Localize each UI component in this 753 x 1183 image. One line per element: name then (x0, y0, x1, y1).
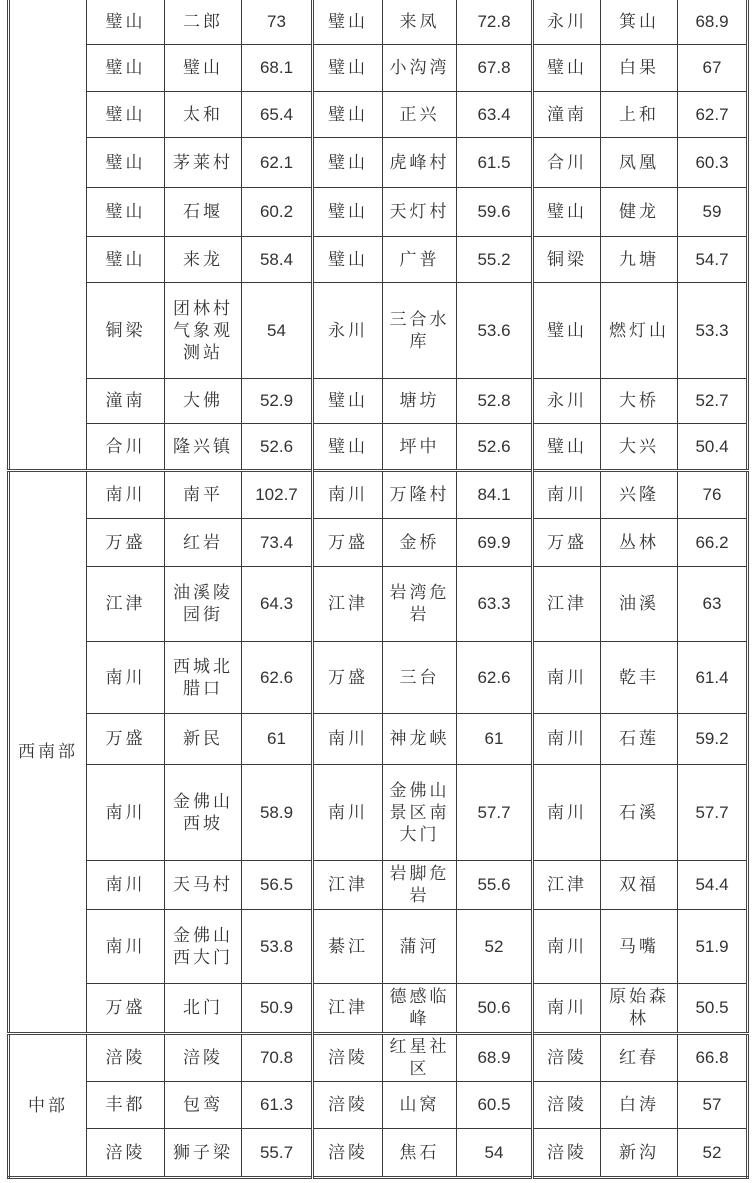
rainfall-value-cell: 54 (242, 283, 313, 379)
county-cell: 璧山 (87, 138, 165, 188)
rainfall-value-cell: 102.7 (242, 471, 313, 519)
table-row (9, 424, 748, 471)
rainfall-value-cell: 52 (457, 910, 533, 984)
county-cell: 涪陵 (533, 1034, 601, 1082)
county-cell: 江津 (533, 567, 601, 642)
station-cell: 茅莱村 (165, 138, 242, 188)
county-cell: 铜梁 (533, 237, 601, 283)
table-row (9, 567, 748, 642)
county-cell: 江津 (87, 567, 165, 642)
station-cell: 箕山 (601, 0, 678, 45)
rainfall-value-cell: 59.6 (457, 188, 533, 237)
county-cell: 南川 (313, 471, 383, 519)
rainfall-value-cell: 54 (457, 1129, 533, 1178)
station-cell: 来龙 (165, 237, 242, 283)
station-cell: 红春 (601, 1034, 678, 1082)
rainfall-value-cell: 59 (678, 188, 748, 237)
county-cell: 璧山 (313, 92, 383, 138)
rainfall-value-cell: 61.4 (678, 642, 748, 714)
station-cell: 金佛山景区南大门 (383, 765, 457, 861)
rainfall-value-cell: 61.3 (242, 1082, 313, 1129)
station-cell: 凤凰 (601, 138, 678, 188)
rainfall-value-cell: 62.7 (678, 92, 748, 138)
rainfall-value-cell: 62.1 (242, 138, 313, 188)
station-cell: 虎峰村 (383, 138, 457, 188)
rainfall-value-cell: 63.3 (457, 567, 533, 642)
county-cell: 璧山 (87, 188, 165, 237)
station-cell: 石堰 (165, 188, 242, 237)
rainfall-value-cell: 73.4 (242, 519, 313, 567)
rainfall-value-cell: 66.2 (678, 519, 748, 567)
station-cell: 燃灯山 (601, 283, 678, 379)
station-cell: 焦石 (383, 1129, 457, 1178)
county-cell: 南川 (87, 910, 165, 984)
rainfall-value-cell: 84.1 (457, 471, 533, 519)
station-cell: 德感临峰 (383, 984, 457, 1034)
county-cell: 涪陵 (313, 1129, 383, 1178)
station-cell: 天马村 (165, 861, 242, 910)
county-cell: 潼南 (87, 379, 165, 424)
station-cell: 油溪 (601, 567, 678, 642)
county-cell: 江津 (313, 984, 383, 1034)
county-cell: 璧山 (313, 379, 383, 424)
rainfall-value-cell: 72.8 (457, 0, 533, 45)
county-cell: 南川 (87, 765, 165, 861)
station-cell: 团林村气象观测站 (165, 283, 242, 379)
station-cell: 岩湾危岩 (383, 567, 457, 642)
table-row (9, 642, 748, 714)
county-cell: 南川 (533, 910, 601, 984)
rainfall-station-table (7, 0, 749, 1179)
county-cell: 合川 (87, 424, 165, 471)
station-cell: 狮子梁 (165, 1129, 242, 1178)
table-row (9, 471, 748, 519)
table-row (9, 1129, 748, 1178)
station-cell: 正兴 (383, 92, 457, 138)
county-cell: 璧山 (313, 424, 383, 471)
county-cell: 璧山 (533, 188, 601, 237)
rainfall-value-cell: 52.6 (242, 424, 313, 471)
station-cell: 大兴 (601, 424, 678, 471)
county-cell: 万盛 (313, 519, 383, 567)
rainfall-value-cell: 53.8 (242, 910, 313, 984)
rainfall-value-cell: 73 (242, 0, 313, 45)
rainfall-value-cell: 53.6 (457, 283, 533, 379)
region-cell (9, 0, 87, 471)
rainfall-value-cell: 69.9 (457, 519, 533, 567)
station-cell: 蒲河 (383, 910, 457, 984)
station-cell: 广普 (383, 237, 457, 283)
station-cell: 金佛山西大门 (165, 910, 242, 984)
station-cell: 璧山 (165, 45, 242, 92)
county-cell: 永川 (533, 379, 601, 424)
county-cell: 南川 (87, 471, 165, 519)
rainfall-value-cell: 62.6 (457, 642, 533, 714)
county-cell: 合川 (533, 138, 601, 188)
rainfall-value-cell: 68.1 (242, 45, 313, 92)
station-cell: 九塘 (601, 237, 678, 283)
county-cell: 南川 (533, 765, 601, 861)
table-row (9, 519, 748, 567)
county-cell: 潼南 (533, 92, 601, 138)
station-cell: 来凤 (383, 0, 457, 45)
station-cell: 北门 (165, 984, 242, 1034)
rainfall-value-cell: 59.2 (678, 714, 748, 765)
rainfall-value-cell: 52.9 (242, 379, 313, 424)
county-cell: 南川 (313, 714, 383, 765)
station-cell: 神龙峡 (383, 714, 457, 765)
county-cell: 江津 (313, 567, 383, 642)
station-cell: 大佛 (165, 379, 242, 424)
rainfall-value-cell: 76 (678, 471, 748, 519)
rainfall-value-cell: 57.7 (457, 765, 533, 861)
county-cell: 南川 (533, 714, 601, 765)
station-cell: 乾丰 (601, 642, 678, 714)
rainfall-value-cell: 50.5 (678, 984, 748, 1034)
table-row (9, 283, 748, 379)
rainfall-value-cell: 63.4 (457, 92, 533, 138)
station-cell: 三台 (383, 642, 457, 714)
station-cell: 红星社区 (383, 1034, 457, 1082)
county-cell: 涪陵 (313, 1082, 383, 1129)
station-cell: 包鸾 (165, 1082, 242, 1129)
station-cell: 涪陵 (165, 1034, 242, 1082)
table-row (9, 765, 748, 861)
rainfall-value-cell: 61 (242, 714, 313, 765)
station-cell: 健龙 (601, 188, 678, 237)
rainfall-value-cell: 60.5 (457, 1082, 533, 1129)
rainfall-value-cell: 54.4 (678, 861, 748, 910)
rainfall-value-cell: 67.8 (457, 45, 533, 92)
county-cell: 万盛 (533, 519, 601, 567)
rainfall-value-cell: 67 (678, 45, 748, 92)
county-cell: 南川 (533, 984, 601, 1034)
county-cell: 璧山 (313, 138, 383, 188)
county-cell: 南川 (533, 642, 601, 714)
county-cell: 万盛 (87, 984, 165, 1034)
rainfall-value-cell: 55.6 (457, 861, 533, 910)
rainfall-value-cell: 62.6 (242, 642, 313, 714)
rainfall-value-cell: 68.9 (457, 1034, 533, 1082)
station-cell: 白果 (601, 45, 678, 92)
county-cell: 璧山 (533, 45, 601, 92)
station-cell: 二郎 (165, 0, 242, 45)
rainfall-value-cell: 55.2 (457, 237, 533, 283)
county-cell: 永川 (533, 0, 601, 45)
rainfall-value-cell: 66.8 (678, 1034, 748, 1082)
table-row (9, 861, 748, 910)
station-cell: 坪中 (383, 424, 457, 471)
rainfall-value-cell: 53.3 (678, 283, 748, 379)
county-cell: 涪陵 (87, 1034, 165, 1082)
region-cell: 中部 (9, 1034, 87, 1178)
table-row (9, 984, 748, 1034)
station-cell: 原始森林 (601, 984, 678, 1034)
station-cell: 西城北腊口 (165, 642, 242, 714)
station-cell: 三合水库 (383, 283, 457, 379)
station-cell: 山窝 (383, 1082, 457, 1129)
table-row (9, 0, 748, 45)
table-row (9, 1082, 748, 1129)
rainfall-value-cell: 52.6 (457, 424, 533, 471)
rainfall-value-cell: 63 (678, 567, 748, 642)
county-cell: 南川 (313, 765, 383, 861)
station-cell: 小沟湾 (383, 45, 457, 92)
station-cell: 塘坊 (383, 379, 457, 424)
table-row (9, 188, 748, 237)
table-row (9, 237, 748, 283)
county-cell: 璧山 (313, 237, 383, 283)
station-cell: 丛林 (601, 519, 678, 567)
rainfall-value-cell: 55.7 (242, 1129, 313, 1178)
county-cell: 永川 (313, 283, 383, 379)
county-cell: 璧山 (313, 188, 383, 237)
county-cell: 万盛 (87, 519, 165, 567)
county-cell: 涪陵 (533, 1082, 601, 1129)
county-cell: 万盛 (87, 714, 165, 765)
rainfall-value-cell: 50.9 (242, 984, 313, 1034)
county-cell: 璧山 (87, 237, 165, 283)
station-cell: 太和 (165, 92, 242, 138)
county-cell: 璧山 (533, 424, 601, 471)
station-cell: 双福 (601, 861, 678, 910)
station-cell: 万隆村 (383, 471, 457, 519)
county-cell: 璧山 (313, 0, 383, 45)
region-cell: 西南部 (9, 471, 87, 1034)
county-cell: 涪陵 (313, 1034, 383, 1082)
rainfall-value-cell: 57 (678, 1082, 748, 1129)
rainfall-value-cell: 58.9 (242, 765, 313, 861)
rainfall-value-cell: 52 (678, 1129, 748, 1178)
rainfall-value-cell: 50.6 (457, 984, 533, 1034)
station-cell: 红岩 (165, 519, 242, 567)
rainfall-value-cell: 56.5 (242, 861, 313, 910)
station-cell: 石莲 (601, 714, 678, 765)
station-cell: 兴隆 (601, 471, 678, 519)
table-row (9, 379, 748, 424)
county-cell: 璧山 (533, 283, 601, 379)
rainfall-value-cell: 57.7 (678, 765, 748, 861)
county-cell: 铜梁 (87, 283, 165, 379)
station-cell: 金佛山西坡 (165, 765, 242, 861)
station-cell: 天灯村 (383, 188, 457, 237)
station-cell: 隆兴镇 (165, 424, 242, 471)
station-cell: 石溪 (601, 765, 678, 861)
rainfall-value-cell: 60.3 (678, 138, 748, 188)
rainfall-value-cell: 64.3 (242, 567, 313, 642)
rainfall-value-cell: 54.7 (678, 237, 748, 283)
rainfall-value-cell: 50.4 (678, 424, 748, 471)
station-cell: 南平 (165, 471, 242, 519)
county-cell: 璧山 (87, 92, 165, 138)
rainfall-value-cell: 70.8 (242, 1034, 313, 1082)
rainfall-value-cell: 65.4 (242, 92, 313, 138)
table-row (9, 1034, 748, 1082)
rainfall-value-cell: 61 (457, 714, 533, 765)
station-cell: 马嘴 (601, 910, 678, 984)
rainfall-value-cell: 51.9 (678, 910, 748, 984)
rainfall-value-cell: 60.2 (242, 188, 313, 237)
county-cell: 南川 (87, 642, 165, 714)
rainfall-value-cell: 52.7 (678, 379, 748, 424)
county-cell: 南川 (87, 861, 165, 910)
table-row (9, 910, 748, 984)
station-cell: 油溪陵园街 (165, 567, 242, 642)
county-cell: 璧山 (313, 45, 383, 92)
rainfall-value-cell: 61.5 (457, 138, 533, 188)
station-cell: 新民 (165, 714, 242, 765)
county-cell: 璧山 (87, 45, 165, 92)
rainfall-value-cell: 52.8 (457, 379, 533, 424)
county-cell: 江津 (313, 861, 383, 910)
table-row (9, 138, 748, 188)
county-cell: 涪陵 (87, 1129, 165, 1178)
table-row (9, 714, 748, 765)
county-cell: 涪陵 (533, 1129, 601, 1178)
rainfall-value-cell: 58.4 (242, 237, 313, 283)
county-cell: 丰都 (87, 1082, 165, 1129)
county-cell: 綦江 (313, 910, 383, 984)
county-cell: 璧山 (87, 0, 165, 45)
station-cell: 白涛 (601, 1082, 678, 1129)
county-cell: 江津 (533, 861, 601, 910)
table-row (9, 45, 748, 92)
county-cell: 万盛 (313, 642, 383, 714)
rainfall-value-cell: 68.9 (678, 0, 748, 45)
station-cell: 上和 (601, 92, 678, 138)
station-cell: 新沟 (601, 1129, 678, 1178)
table-row (9, 92, 748, 138)
station-cell: 金桥 (383, 519, 457, 567)
station-cell: 大桥 (601, 379, 678, 424)
county-cell: 南川 (533, 471, 601, 519)
station-cell: 岩脚危岩 (383, 861, 457, 910)
